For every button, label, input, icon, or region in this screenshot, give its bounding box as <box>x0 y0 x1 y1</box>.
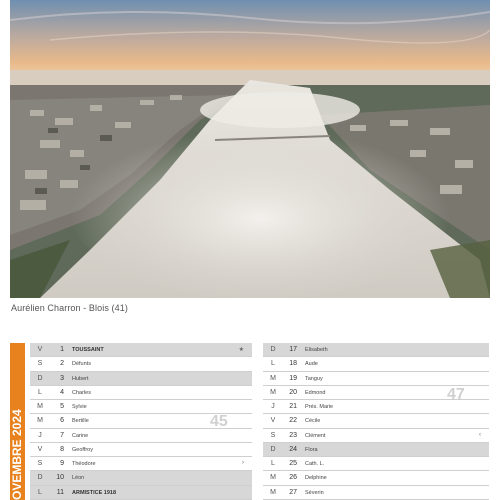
aerial-photo-blois <box>10 0 490 298</box>
week-number: 47 <box>447 386 465 403</box>
calendar-day-row <box>263 414 489 428</box>
saint-name: Flora <box>305 446 318 453</box>
weekday-letter: D <box>270 445 276 453</box>
day-number: 8 <box>60 445 64 453</box>
saint-name: Tanguy <box>305 375 323 382</box>
day-number: 1 <box>60 346 64 353</box>
saint-name: Charles <box>72 389 91 396</box>
weekday-letter: L <box>271 460 275 467</box>
day-number: 19 <box>289 374 297 382</box>
weekday-letter: M <box>270 474 276 482</box>
saint-name: Edmond <box>305 389 326 396</box>
day-number: 18 <box>289 360 297 368</box>
weekday-letter: L <box>271 360 275 368</box>
calendar-day-row <box>263 443 489 457</box>
calendar-day-row <box>30 386 252 400</box>
day-number: 10 <box>56 474 64 482</box>
weekday-letter: M <box>37 403 43 410</box>
day-number: 5 <box>60 403 64 410</box>
moon-phase-icon: ‹ <box>479 431 481 438</box>
day-number: 23 <box>289 431 297 439</box>
saint-name: Hubert <box>72 375 89 382</box>
day-number: 2 <box>60 360 64 368</box>
day-number: 3 <box>60 374 64 382</box>
weekday-letter: S <box>37 460 43 467</box>
saint-name: Théodore <box>72 461 96 467</box>
calendar-day-row <box>263 471 489 485</box>
saint-name: Prés. Marie <box>305 404 334 410</box>
calendar-day-row <box>30 372 252 386</box>
saint-name: Carine <box>72 432 89 439</box>
saint-name: Sylvie <box>72 404 87 410</box>
saint-name: Clément <box>305 432 326 439</box>
photo-illustration <box>10 0 490 298</box>
day-number: 20 <box>289 388 297 396</box>
moon-phase-icon: ★ <box>238 347 244 353</box>
weekday-letter: V <box>37 445 43 453</box>
day-number: 22 <box>289 417 297 425</box>
month-banner <box>10 343 25 500</box>
saint-name: Bertille <box>72 418 89 425</box>
calendar-day-row <box>263 343 489 357</box>
calendar-column-right <box>263 343 489 500</box>
calendar-day-row <box>30 486 252 500</box>
saint-name: ARMISTICE 1918 <box>72 489 117 496</box>
saint-name: Cécile <box>305 418 321 425</box>
calendar-day-row <box>263 486 489 500</box>
weekday-letter: V <box>37 346 43 353</box>
saint-name: Elisabeth <box>305 347 328 353</box>
day-number: 4 <box>60 388 64 396</box>
weekday-letter: L <box>38 488 42 496</box>
weekday-letter: J <box>271 403 275 410</box>
calendar-day-row <box>30 443 252 457</box>
month-label: OVEMBRE 2024 <box>10 409 24 500</box>
weekday-letter: M <box>270 374 276 382</box>
weekday-letter: M <box>270 388 276 396</box>
day-number: 9 <box>60 460 64 467</box>
saint-name: Delphine <box>305 475 327 482</box>
day-number: 27 <box>289 488 297 496</box>
calendar-day-row <box>263 429 489 443</box>
saint-name: Geoffroy <box>72 446 93 453</box>
photo-caption: Aurélien Charron - Blois (41) <box>11 303 128 313</box>
moon-phase-icon: › <box>242 460 244 466</box>
saint-name: Aude <box>305 361 318 368</box>
calendar-day-row <box>30 457 252 471</box>
day-number: 24 <box>289 445 297 453</box>
weekday-letter: M <box>37 417 43 425</box>
weekday-letter: J <box>38 431 42 439</box>
calendar-day-row <box>30 343 252 357</box>
week-number: 45 <box>210 413 228 430</box>
day-number: 25 <box>289 460 297 467</box>
weekday-letter: S <box>270 431 276 439</box>
calendar-day-row <box>263 457 489 471</box>
saint-name: Séverin <box>305 489 324 496</box>
saint-name: TOUSSAINT <box>72 347 104 353</box>
day-number: 6 <box>60 417 64 425</box>
calendar-day-row <box>30 471 252 485</box>
saint-name: Léon <box>72 475 85 482</box>
weekday-letter: D <box>270 346 276 353</box>
weekday-letter: L <box>38 388 42 396</box>
weekday-letter: V <box>270 417 276 425</box>
day-number: 21 <box>289 403 297 410</box>
day-number: 17 <box>289 346 297 353</box>
weekday-letter: D <box>37 474 43 482</box>
weekday-letter: D <box>37 374 43 382</box>
day-number: 26 <box>289 474 297 482</box>
calendar-day-row <box>30 357 252 371</box>
saint-name: Cath. L. <box>305 461 325 467</box>
saint-name: Défunts <box>72 361 91 368</box>
weekday-letter: M <box>270 488 276 496</box>
day-number: 11 <box>56 488 64 496</box>
weekday-letter: S <box>37 360 43 368</box>
day-number: 7 <box>60 431 64 439</box>
calendar-day-row <box>263 357 489 371</box>
calendar-day-row <box>263 372 489 386</box>
